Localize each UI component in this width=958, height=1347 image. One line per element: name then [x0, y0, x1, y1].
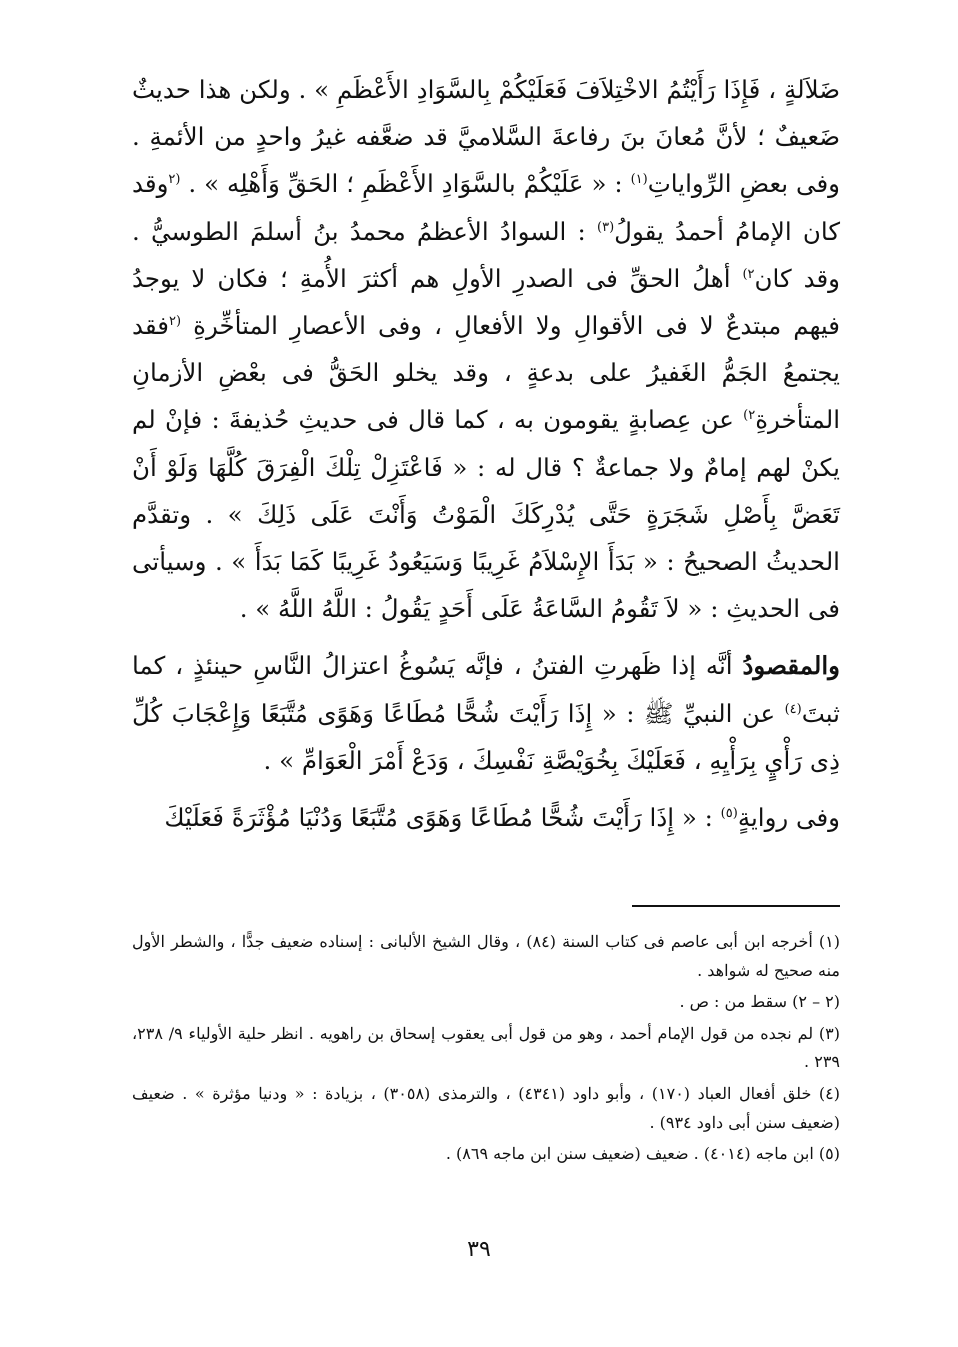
- footnote-ref: (٤): [784, 701, 802, 717]
- footnote-ref: (٢: [168, 313, 182, 329]
- text-run: فقد يجتمعُ الجَمُّ الغَفيرُ على بدعةٍ ، وقد يخلو الحَقُّ فى بعْضِ الأزمانِ المتأخرةِ: [132, 311, 840, 435]
- text-run: ضَلاَلةٍ ، فَإِذَا رَأَيْتُمُ الاخْتِلاَفَ فَعَلَيْكُمْ بِالسَّوَادِ الأَعْظَمِ » . ولكن هذا حديثٌ ضَعيفٌ ؛ لأنَّ مُعانَ بنَ رفاعةَ السَّلاميَّ قد ضعَّفه غيرُ واحدٍ من الأئمةِ . وفى بعضِ الرِّواياتِ: [132, 75, 840, 199]
- text-run: وقد كان الإمامُ أحمدُ يقولُ: [132, 169, 841, 246]
- footnote-5: (٥) ابن ماجه (٤٠١٤) . ضعيف (ضعيف سنن ابن ماجه ٨٦٩) .: [445, 1144, 840, 1164]
- text-run: : السوادُ الأعظمُ محمدُ بنُ أسلمَ الطوسيُّ . وقد كان: [132, 216, 840, 293]
- text-run: : « عَلَيْكُمْ بالسَّوَادِ الأَعْظَمِ ؛ الحَقِّ وَأَهْلِه » .: [180, 169, 631, 199]
- text-run: : « إِذَا رَأَيْتَ شُحًّا مُطَاعًا وَهَوًى مُتَّبَعًا وَدُنْيَا مُؤْثَرَةً فَعَلَيْكَ: [164, 803, 721, 833]
- footnote-ref: (٥): [720, 805, 738, 821]
- footnote-ref: (٣): [597, 219, 615, 235]
- footnote-ref: (٢: [168, 172, 181, 188]
- text-run: عن عِصابةٍ يقومون به ، كما قال فى حديثِ حُذيفةَ : فإنْ لم يكنْ لهم إمامٌ ولا جماعةٌ ؟ قال له : « فَاعْتَزِلْ تِلْكَ الْفِرَقَ كُلَّهَا وَلَوْ أَنْ تَعَضَّ بِأَصْلِ شَجَرَةٍ حَتَّى يُدْرِكَكَ الْمَوْتُ وَأَنْتَ عَلَى ذَلِكَ » . وتقدَّم الحديثُ الصحيحُ : « بَدَأَ الإِسْلاَمُ غَرِيبًا وَسَيَعُودُ غَرِيبًا كَمَا بَدَأَ » . وسيأتى فى الحديثِ : « لاَ تَقُومُ السَّاعَةُ عَلَى أَحَدٍ يَقُولُ : اللَّهُ اللَّهُ » .: [132, 405, 840, 624]
- footnote-4: (٤) خلق أفعال العباد (١٧٠) ، وأبو داود (٤٣٤١) ، والترمذى (٣٠٥٨) ، بزيادة : « ودنيا مؤثرة » . ضعيف (ضعيف سنن أبى داود ٩٣٤) .: [132, 1083, 840, 1132]
- main-text: [132, 66, 840, 841]
- page-number: ٣٩: [467, 1237, 491, 1262]
- footnote-1: (١) أخرجه ابن أبى عاصم فى كتاب السنة (٨٤) ، وقال الشيخ الألبانى : إسناده ضعيف جدًّا ، والشطر الأول منه صحيح له شواهد .: [132, 932, 841, 980]
- text-run: عن النبيِّ ﷺ : « إِذَا رَأَيْتَ شُحًّا مُطَاعًا وَهَوًى مُتَّبَعًا وَإِعْجَابَ كُلِّ ذِى رَأْيٍ بِرَأْيِهِ ، فَعَلَيْكَ بِخُوَيْصَّةِ نَفْسِكَ ، وَدَعْ أَمْرَ الْعَوَامِّ » .: [132, 698, 840, 775]
- paragraph-1: [132, 66, 840, 632]
- footnotes: [132, 928, 840, 1172]
- footnote-2: (٢ – ٢) سقط من : ص .: [679, 992, 840, 1012]
- paragraph-2: [132, 642, 840, 784]
- text-run: وفى روايةٍ: [737, 803, 840, 833]
- footnote-ref: ٢): [742, 266, 755, 282]
- paragraph-3: [132, 794, 840, 841]
- bold-lead-word: والمقصودُ: [742, 651, 840, 681]
- text-run: أنَّه إذا ظَهرتِ الفتنُ ، فإنَّه يَسُوغُ اعتزالُ النَّاسِ حينئذٍ ، كما ثبتَ: [132, 651, 840, 728]
- footnote-3: (٣) لم نجده من قول الإمام أحمد ، وهو من قول أبى يعقوب إسحاق بن راهويه . انظر حلية الأولياء ٩/ ٢٣٨، ٢٣٩ .: [132, 1023, 840, 1072]
- footnote-ref: ٢): [743, 408, 756, 424]
- footnote-ref: (١): [630, 172, 648, 188]
- text-run: أهلُ الحقِّ فى الصدرِ الأولِ هم أكثرَ الأُمةِ ؛ فكان لا يوجدُ فيهم مبتدعٌ لا فى الأقوالِ ولا الأفعالِ ، وفى الأعصارِ المتأخِّرةِ: [132, 263, 840, 341]
- footnote-separator: [632, 905, 840, 907]
